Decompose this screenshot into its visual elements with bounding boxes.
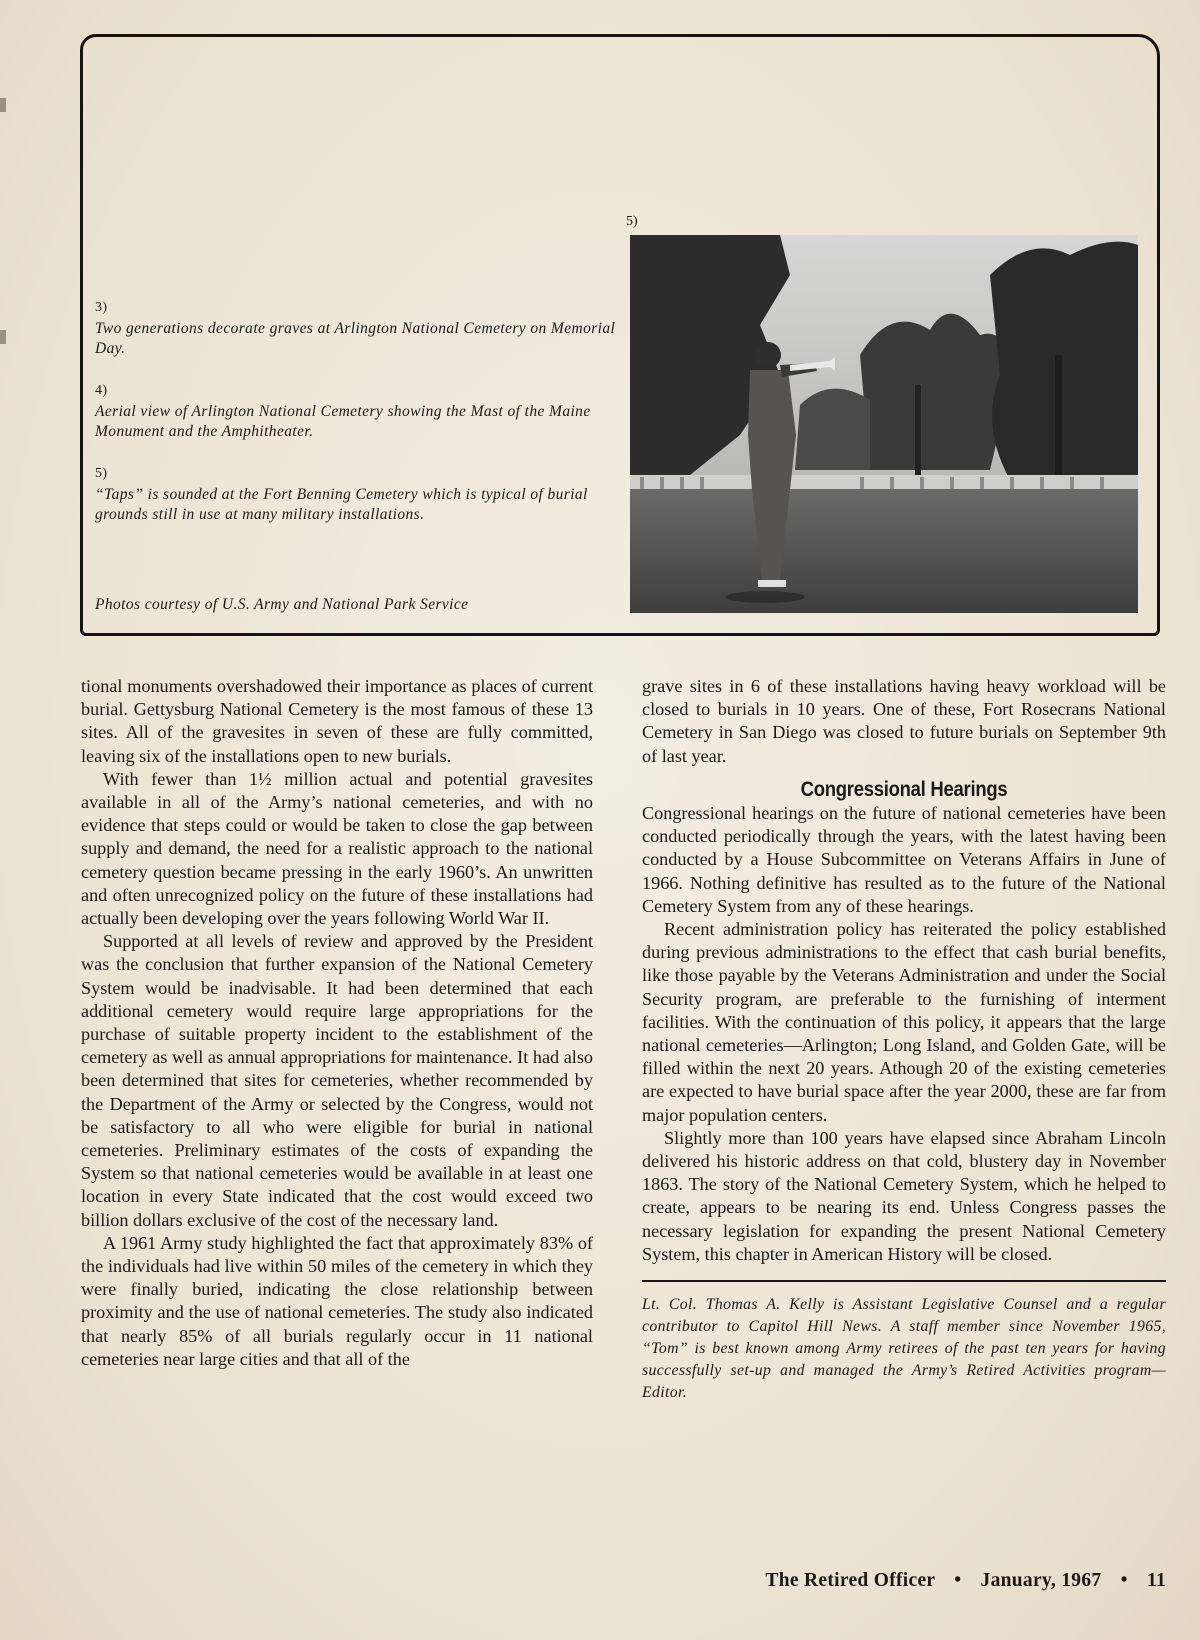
section-heading: Congressional Hearings [800,777,1008,801]
caption-text: “Taps” is sounded at the Fort Benning Cemetery which is typical of burial grounds still in use at many military installations. [95,486,588,523]
caption-number: 5) [95,466,108,481]
caption-text: Aerial view of Arlington National Cemetery showing the Mast of the Maine Monument and the Amphitheater. [95,403,591,440]
photo-captions [95,298,623,547]
photo-credit: Photos courtesy of U.S. Army and National Park Service [95,596,469,613]
bugler-photo [630,235,1138,613]
binding-mark [0,330,6,344]
paragraph: grave sites in 6 of these installations having heavy workload will be closed to burials in 10 years. One of these, Fort Rosecrans National Cemetery in San Diego was closed to future burials on September 9th of last year. [642,676,1166,766]
author-bio: Lt. Col. Thomas A. Kelly is Assistant Legislative Counsel and a regular contributor to Capitol Hill News. A staff member since November 1965, “Tom” is best known among Army retirees of the past ten years for having successfully set-up and managed the Army’s Retired Activities program—Editor. [642,1296,1166,1402]
bugler-photo-image [630,235,1138,613]
caption-4 [95,381,623,442]
publication-name: The Retired Officer [765,1570,936,1591]
binding-mark [0,98,6,112]
divider [642,1280,1166,1282]
caption-number: 3) [95,300,108,315]
paragraph: tional monuments overshadowed their importance as places of current burial. Gettysburg National Cemetery is the most famous of these 13 sites. All of the gravesites in seven of these are fully committed, leaving six of the installations open to new burials. [81,676,593,766]
paragraph: Slightly more than 100 years have elapsed since Abraham Lincoln delivered his historic address on that cold, blustery day in November 1863. The story of the National Cemetery System, which he helped to create, appears to be nearing its end. Unless Congress passes the necessary legislation for expanding the present National Cemetery System, this chapter in American History will be closed. [642,1127,1166,1264]
separator-dot: • [1120,1570,1128,1591]
caption-number: 4) [95,383,108,398]
issue-date: January, 1967 [980,1570,1102,1591]
separator-dot: • [954,1570,962,1591]
paragraph: With fewer than 1½ million actual and potential gravesites available in all of the Army’s national cemeteries, and with no evidence that steps could or would be taken to close the gap between supply and demand, the need for a realistic approach to the national cemetery question became pressing in the early 1960’s. An unwritten and often unrecognized policy on the future of these installations had actually been developing over the years following World War II. [81,768,593,929]
photo-number: 5) [626,214,638,229]
caption-text: Two generations decorate graves at Arlington National Cemetery on Memorial Day. [95,320,616,357]
paragraph: A 1961 Army study highlighted the fact that approximately 83% of the individuals had live within 50 miles of the cemetery in which they were finally buried, indicating the close relationship between proximity and the use of national cemeteries. The study also indicated that nearly 85% of all burials regularly occur in 11 national cemeteries near large cities and that all of the [81,1232,593,1369]
paragraph: Congressional hearings on the future of national cemeteries have been conducted periodically through the years, with the latest having been conducted by a House Subcommittee on Veterans Affairs in June of 1966. Nothing definitive has resulted as to the future of the National Cemetery System from any of these hearings. [642,803,1166,916]
caption-3 [95,298,623,359]
page-number: 11 [1146,1570,1166,1591]
paragraph: Supported at all levels of review and approved by the President was the conclusion that further expansion of the National Cemetery System would be inadvisable. It had been determined that each additional cemetery would require large appropriations for the purchase of suitable property incident to the establishment of the cemetery as well as annual appropriations for maintenance. It had also been determined that sites for cemeteries, whether recommended by the Department of the Army or selected by the Congress, would not be satisfactory to all who were eligible for burial in national cemeteries. Preliminary estimates of the costs of expanding the System so that national cemeteries would be available in at least one location in every State indicated that the cost would exceed two billion dollars exclusive of the cost of the necessary land. [81,931,593,1230]
page-footer [765,1570,1166,1592]
article-column-left [81,675,593,1371]
caption-5 [95,464,623,525]
paragraph: Recent administration policy has reiterated the policy established during previous administrations to the effect that cash burial benefits, like those payable by the Veterans Administration and under the Social Security program, are preferable to the furnishing of interment facilities. With the continuation of this policy, it appears that the large national cemeteries—Arlington; Long Island, and Golden Gate, will be filled within the next 20 years. Athough 20 of the existing cemeteries are expected to have burial space after the year 2000, these are far from major population centers. [642,919,1166,1125]
article-column-right [642,675,1166,1404]
